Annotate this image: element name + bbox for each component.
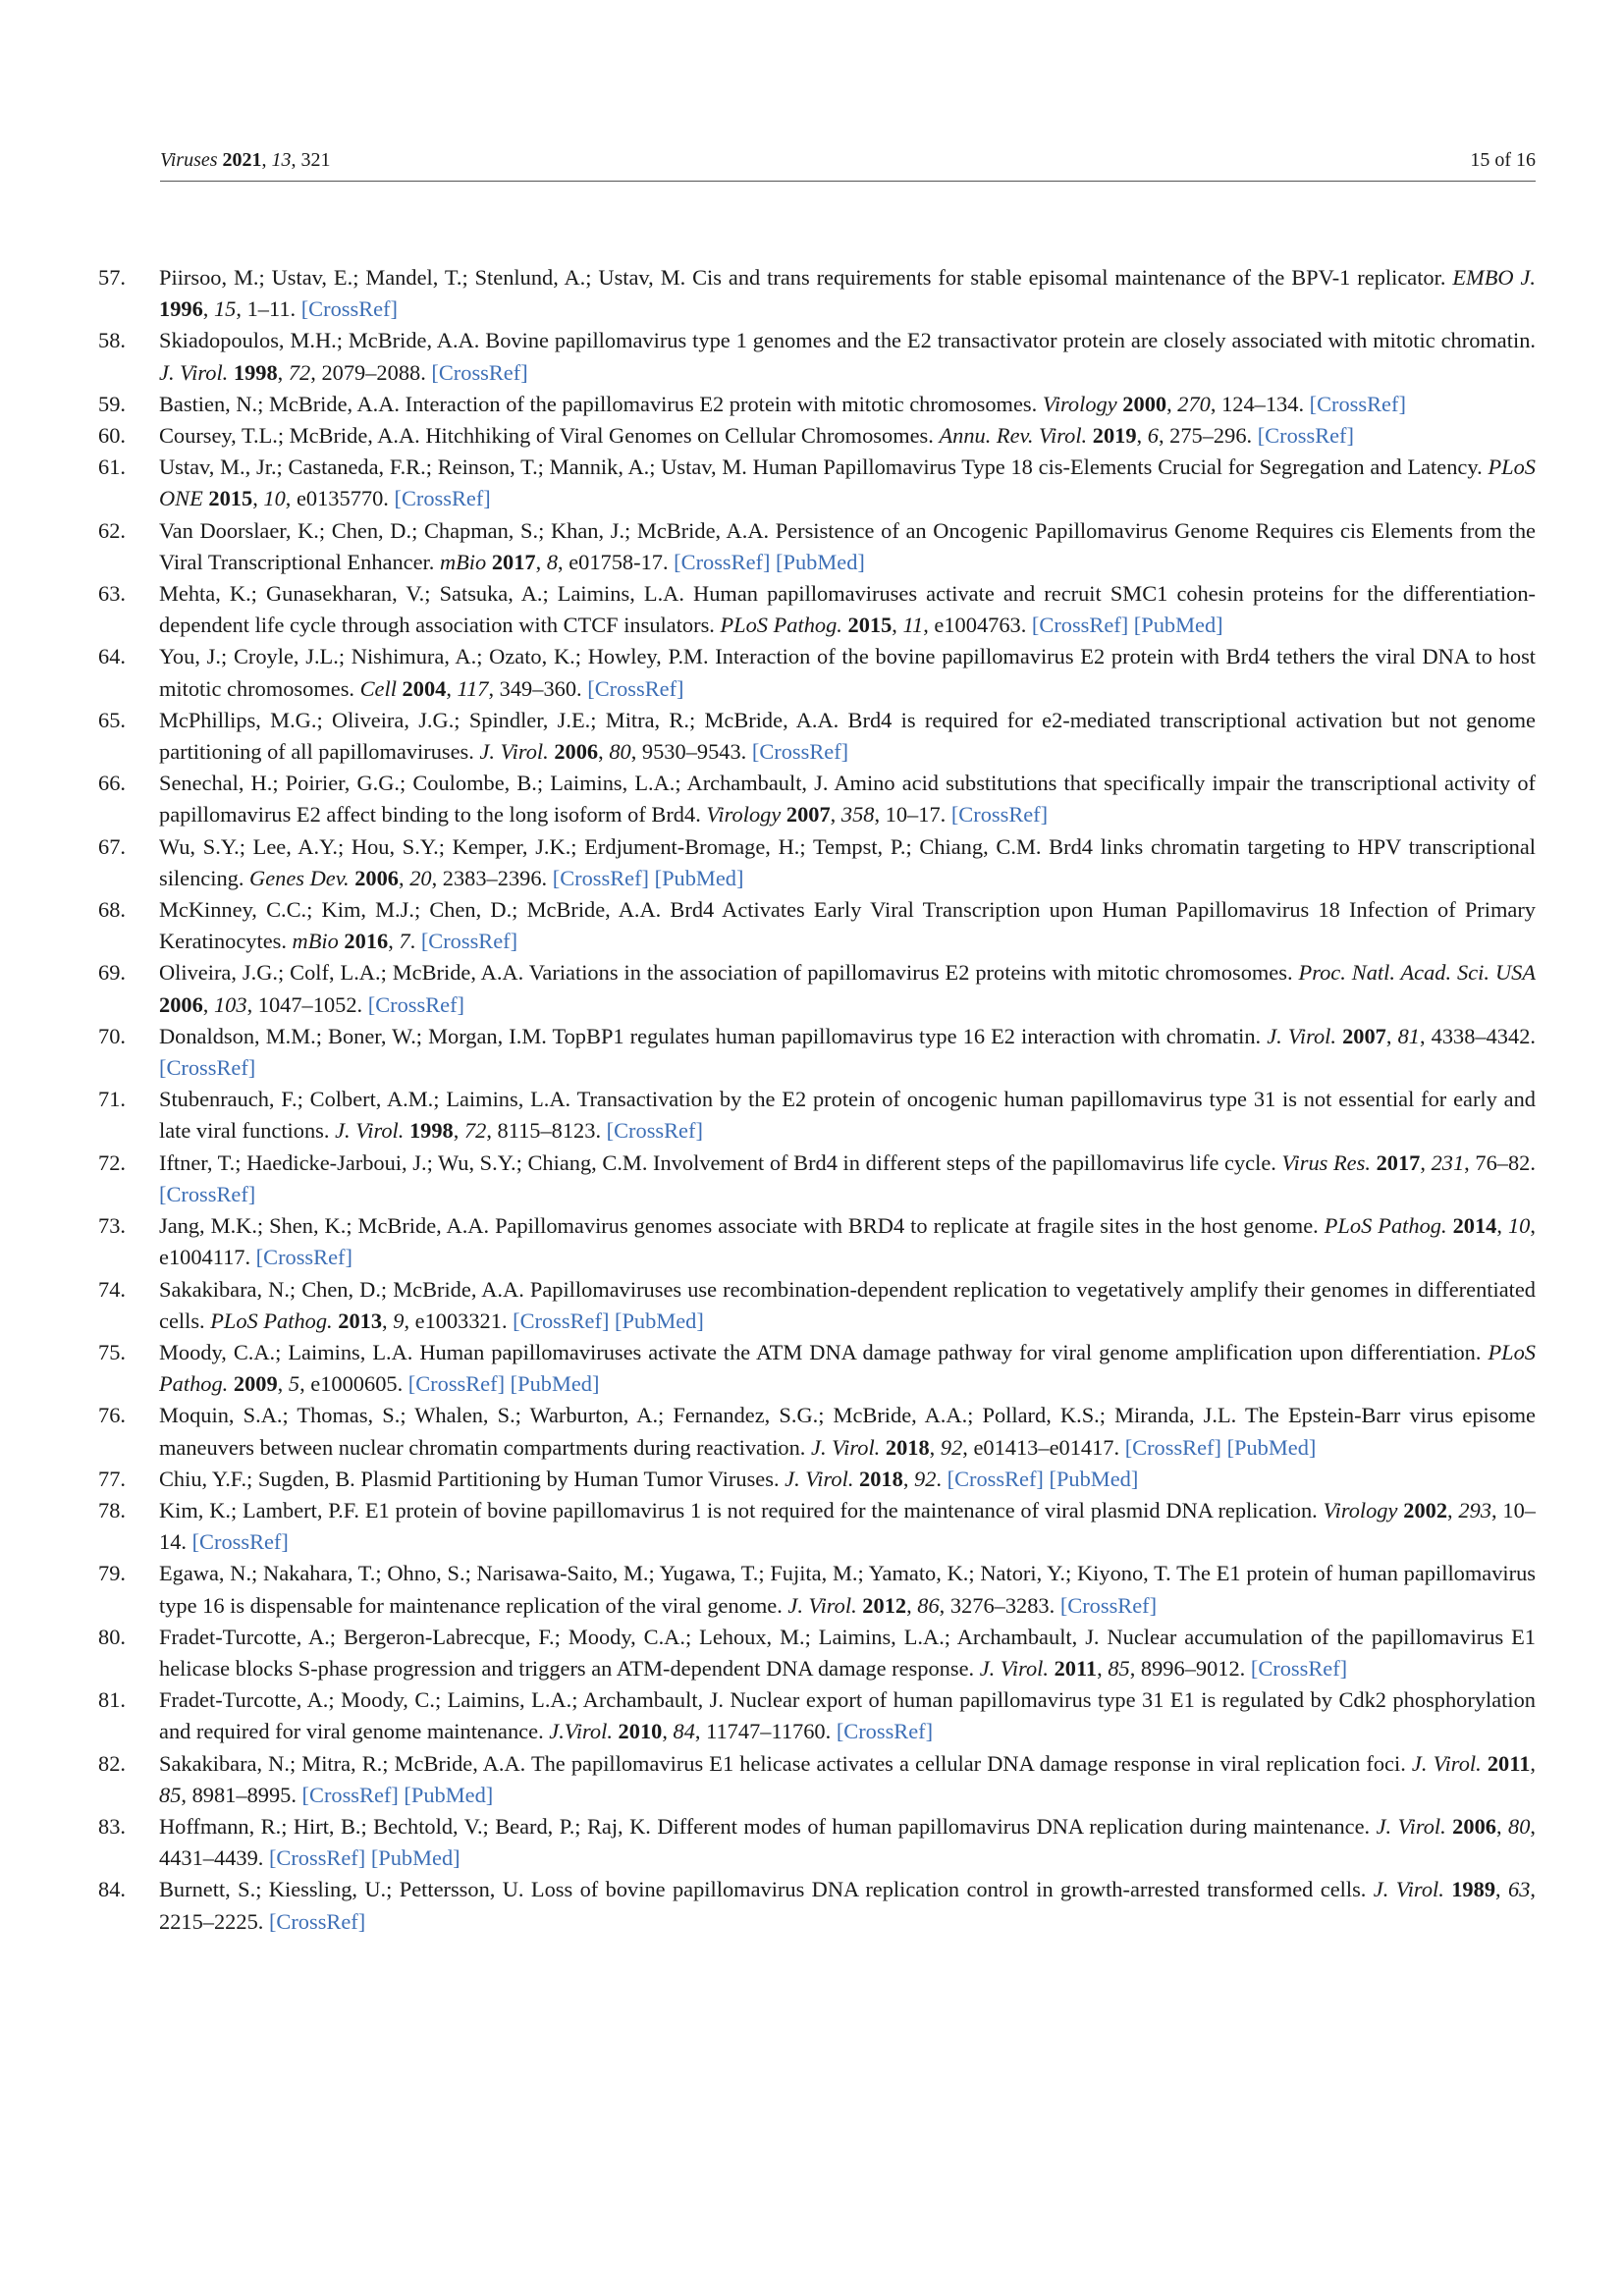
reference-text: , 10–17. [874,802,951,828]
pubmed-link[interactable]: [PubMed] [615,1308,704,1333]
crossref-link[interactable]: [CrossRef] [587,675,684,701]
reference-item [98,1084,1536,1147]
reference-number: 79. [98,1561,126,1586]
reference-number: 75. [98,1339,126,1364]
reference-text: , [1447,1497,1459,1522]
reference-text: , 349–360. [488,675,588,701]
reference-item [98,389,1536,420]
crossref-link[interactable]: [CrossRef] [255,1245,352,1270]
reference-year: 2018 [859,1466,903,1491]
reference-text: , 76–82. [1464,1149,1536,1175]
crossref-link[interactable]: [CrossRef] [367,991,464,1017]
reference-text: McPhillips, M.G.; Oliveira, J.G.; Spindler, J.E.; Mitra, R.; McBride, A.A. Brd4 is required for e2-mediated transcriptional activation but not genome partitioning of all papillomaviruses. [159,707,1536,765]
reference-year: 2006 [159,991,203,1017]
reference-item [98,1748,1536,1811]
reference-item [98,1464,1536,1495]
reference-text: , [453,1118,464,1144]
journal-name: Viruses [160,149,218,171]
reference-text: , 4338–4342. [1419,1023,1536,1048]
crossref-link[interactable]: [CrossRef] [1257,423,1354,449]
reference-text: , [1530,1750,1536,1776]
reference-item [98,1495,1536,1558]
reference-journal: mBio [439,549,487,574]
reference-item [98,894,1536,957]
crossref-link[interactable]: [CrossRef] [420,929,518,954]
reference-item [98,1148,1536,1210]
reference-journal: 231 [1431,1149,1465,1175]
crossref-link[interactable]: [CrossRef] [159,1055,256,1081]
reference-year: 2015 [847,613,893,638]
reference-journal: PLoS ONE [159,454,1536,511]
pubmed-link[interactable]: [PubMed] [654,865,744,890]
reference-year: 2019 [1092,423,1137,449]
reference-text: , 3276–3283. [939,1592,1060,1618]
reference-number: 81. [98,1687,126,1713]
reference-year: 2000 [1122,391,1167,416]
reference-text: , 4431–4439. [159,1813,1536,1871]
reference-journal: 9 [393,1308,405,1333]
reference-year: 2017 [491,549,536,574]
reference-text: , 2215–2225. [159,1877,1536,1934]
reference-text: , [830,802,841,828]
reference-year: 2012 [862,1592,907,1618]
reference-year: 1998 [233,359,278,385]
reference-item [98,831,1536,894]
pubmed-link[interactable]: [PubMed] [370,1845,460,1871]
reference-text: , [202,991,214,1017]
pubmed-link[interactable]: [PubMed] [776,549,865,574]
reference-text: Hoffmann, R.; Hirt, B.; Bechtold, V.; Beard, P.; Raj, K. Different modes of human papillomavirus DNA replication during maintenance. [159,1813,1377,1839]
reference-journal: 72 [288,359,311,385]
reference-text: , 1–11. [236,296,301,322]
reference-text: , [398,865,410,890]
reference-text: Ustav, M., Jr.; Castaneda, F.R.; Reinson, T.; Mannik, A.; Ustav, M. Human Papillomavirus Type 18 cis-Elements Crucial for Segregation and Latency. [159,454,1489,480]
reference-journal: 358 [840,802,875,828]
reference-text: , [1495,1813,1508,1839]
reference-year: 1989 [1451,1877,1496,1902]
reference-journal: Proc. Natl. Acad. Sci. USA [1298,960,1536,986]
reference-text: , 8981–8995. [181,1782,302,1807]
reference-journal: 85 [1108,1655,1130,1681]
reference-text: , e01758-17. [558,549,675,574]
reference-journal: J. Virol. [159,359,229,385]
reference-item [98,452,1536,514]
crossref-link[interactable]: [CrossRef] [268,1908,366,1934]
reference-text: Burnett, S.; Kiessling, U.; Pettersson, U. Loss of bovine papillomavirus DNA replication control in growth-arrested transformed cells. [159,1877,1374,1902]
reference-text: Iftner, T.; Haedicke-Jarboui, J.; Wu, S.Y.; Chiang, C.M. Involvement of Brd4 in different steps of the papillomavirus life cycle. [159,1149,1282,1175]
reference-number: 62. [98,517,126,543]
reference-item [98,578,1536,641]
pubmed-link[interactable]: [PubMed] [1049,1466,1139,1491]
reference-year: 2007 [1342,1023,1386,1048]
reference-text: , 8115–8123. [486,1118,607,1144]
reference-journal: 270 [1177,391,1211,416]
reference-text: , [892,613,903,638]
reference-text: Egawa, N.; Nakahara, T.; Ohno, S.; Narisawa-Saito, M.; Yugawa, T.; Fujita, M.; Yamato, K.; Natori, Y.; Kiyono, T. The E1 protein of human papillomavirus type 16 is dispensable for maintenance replication of the viral genome. [159,1561,1536,1618]
crossref-link[interactable]: [CrossRef] [1059,1592,1158,1618]
crossref-link[interactable]: [CrossRef] [191,1529,289,1555]
reference-number: 69. [98,960,126,986]
reference-text: . [409,929,421,954]
crossref-link[interactable]: [CrossRef] [751,739,849,765]
reference-year: 2014 [1452,1213,1497,1239]
reference-year: 2017 [1376,1149,1421,1175]
reference-item [98,1021,1536,1084]
reference-item [98,1210,1536,1273]
reference-text: , [1495,1877,1508,1902]
crossref-link[interactable]: [CrossRef] [1250,1655,1348,1681]
reference-text: , [252,486,264,511]
reference-text: Kim, K.; Lambert, P.F. E1 protein of bovine papillomavirus 1 is not required for the maintenance of viral plasmid DNA replication. [159,1497,1324,1522]
reference-year: 2006 [554,739,599,765]
reference-journal: J. Virol. [811,1434,881,1460]
reference-item [98,325,1536,388]
reference-number: 80. [98,1624,126,1649]
reference-number: 73. [98,1213,126,1239]
reference-item [98,1684,1536,1747]
reference-text: Coursey, T.L.; McBride, A.A. Hitchhiking of Viral Genomes on Cellular Chromosomes. [159,423,940,449]
pubmed-link[interactable]: [PubMed] [1226,1434,1317,1460]
crossref-link[interactable]: [CrossRef] [268,1845,366,1871]
reference-journal: 63 [1508,1877,1531,1902]
reference-text: , e1000605. [299,1371,408,1397]
reference-journal: 8 [546,549,559,574]
reference-text: Van Doorslaer, K.; Chen, D.; Chapman, S.; Khan, J.; McBride, A.A. Persistence of an Oncogenic Papillomavirus Genome Requires cis Elements from the Viral Transcriptional Enhancer. [159,517,1536,574]
reference-text: , [277,359,289,385]
reference-year: 2009 [233,1371,278,1397]
reference-text: , [1136,423,1148,449]
crossref-link[interactable]: [CrossRef] [1309,391,1406,416]
reference-text: , [662,1719,674,1744]
reference-number: 68. [98,897,126,923]
reference-item [98,1558,1536,1621]
reference-text: , e1003321. [404,1308,514,1333]
reference-number: 66. [98,771,126,796]
reference-number: 61. [98,454,126,480]
reference-number: 77. [98,1466,126,1491]
reference-number: 70. [98,1023,126,1048]
reference-journal: 293 [1458,1497,1492,1522]
reference-journal: J. Virol. [479,739,549,765]
reference-year: 2011 [1054,1655,1098,1681]
reference-number: 72. [98,1149,126,1175]
reference-number: 67. [98,833,126,859]
reference-text: Sakakibara, N.; Chen, D.; McBride, A.A. Papillomaviruses use recombination-dependent replication to vegetatively amplify their genomes in differentiated cells. [159,1276,1536,1333]
reference-text: , [277,1371,289,1397]
reference-year: 2006 [1452,1813,1496,1839]
running-header [160,145,1536,182]
reference-text: , [929,1434,941,1460]
reference-journal: 80 [609,739,631,765]
reference-text: Skiadopoulos, M.H.; McBride, A.A. Bovine papillomavirus type 1 genomes and the E2 transactivator protein are closely associated with mitotic chromatin. [159,328,1536,353]
reference-text: , e1004763. [923,613,1032,638]
reference-journal: 103 [213,991,247,1017]
reference-year: 2016 [344,929,389,954]
reference-year: 2006 [354,865,399,890]
reference-journal: Virology [706,802,782,828]
reference-text: , [446,675,458,701]
reference-text: Oliveira, J.G.; Colf, L.A.; McBride, A.A. Variations in the association of papillomavirus E2 proteins with mitotic chromosomes. [159,960,1299,986]
reference-number: 58. [98,328,126,353]
reference-text: Jang, M.K.; Shen, K.; McBride, A.A. Papillomavirus genomes associate with BRD4 to replicate at fragile sites in the host genome. [159,1213,1325,1239]
reference-text: , [388,929,400,954]
reference-journal: Virology [1323,1497,1398,1522]
reference-item [98,1274,1536,1337]
reference-journal: 72 [463,1118,487,1144]
reference-journal: 5 [288,1371,300,1397]
crossref-link[interactable]: [CrossRef] [1031,613,1129,638]
crossref-link[interactable]: [CrossRef] [159,1181,256,1206]
crossref-link[interactable]: [CrossRef] [836,1719,934,1744]
reference-text: , [902,1466,915,1491]
reference-item [98,1400,1536,1463]
reference-journal: J. Virol. [1373,1877,1444,1902]
reference-number: 60. [98,423,126,449]
reference-text: , [1166,391,1178,416]
reference-text: You, J.; Croyle, J.L.; Nishimura, A.; Ozato, K.; Howley, P.M. Interaction of the bovine papillomavirus E2 protein with Brd4 tethers the viral DNA to host mitotic chromosomes. [159,644,1536,701]
reference-number: 83. [98,1813,126,1839]
reference-journal: 81 [1397,1023,1420,1048]
reference-item [98,420,1536,452]
reference-year: 2007 [785,802,831,828]
page-number: 15 of 16 [1470,149,1536,171]
reference-text: Fradet-Turcotte, A.; Bergeron-Labrecque, F.; Moody, C.A.; Lehoux, M.; Laimins, L.A.; Archambault, J. Nuclear accumulation of the papillomavirus E1 helicase blocks S-phase progression and triggers an ATM-dependent DNA damage response. [159,1624,1536,1681]
reference-item [98,1337,1536,1400]
crossref-link[interactable]: [CrossRef] [552,865,649,890]
reference-journal: J. Virol. [785,1466,854,1491]
reference-text: , 2383–2396. [431,865,553,890]
reference-text: , 8996–9012. [1129,1655,1251,1681]
journal-volume: 13 [271,149,292,171]
reference-journal: Annu. Rev. Virol. [939,423,1088,449]
reference-number: 74. [98,1276,126,1302]
reference-text: , [1496,1213,1508,1239]
reference-number: 64. [98,644,126,669]
reference-text: Senechal, H.; Poirier, G.G.; Coulombe, B.; Laimins, L.A.; Archambault, J. Amino acid substitutions that specifically impair the transcriptional activity of papillomavirus E2 affect binding to the long isoform of Brd4. [159,771,1536,828]
reference-text: Mehta, K.; Gunasekharan, V.; Satsuka, A.; Laimins, L.A. Human papillomaviruses activate and recruit SMC1 cohesin proteins for the differentiation-dependent life cycle through association with CTCF insulators. [159,581,1536,638]
reference-journal: 86 [917,1592,940,1618]
reference-journal: 80 [1508,1813,1531,1839]
crossref-link[interactable]: [CrossRef] [394,486,491,511]
reference-text: Sakakibara, N.; Mitra, R.; McBride, A.A. The papillomavirus E1 helicase activates a cellular DNA damage response in viral replication foci. [159,1750,1412,1776]
reference-journal: 10 [263,486,286,511]
reference-item [98,515,1536,578]
reference-text: Chiu, Y.F.; Sugden, B. Plasmid Partitioning by Human Tumor Viruses. [159,1466,785,1491]
reference-item [98,262,1536,325]
crossref-link[interactable]: [CrossRef] [950,802,1049,828]
article-number: 321 [300,149,331,171]
reference-number: 65. [98,707,126,732]
reference-text: Donaldson, M.M.; Boner, W.; Morgan, I.M. TopBP1 regulates human papillomavirus type 16 E2 interaction with chromatin. [159,1023,1268,1048]
reference-journal: 11 [902,613,924,638]
reference-text: Fradet-Turcotte, A.; Moody, C.; Laimins, L.A.; Archambault, J. Nuclear export of human papillomavirus type 31 E1 is regulated by Cdk2 phosphorylation and required for viral genome maintenance. [159,1687,1536,1744]
crossref-link[interactable]: [CrossRef] [300,296,398,322]
reference-item [98,768,1536,830]
reference-text: , [598,739,610,765]
reference-text: Piirsoo, M.; Ustav, E.; Mandel, T.; Stenlund, A.; Ustav, M. Cis and trans requirements for stable episomal maintenance of the BPV-1 replicator. [159,265,1453,290]
reference-journal: PLoS Pathog. [1324,1213,1447,1239]
reference-year: 1996 [159,296,203,322]
reference-text: McKinney, C.C.; Kim, M.J.; Chen, D.; McBride, A.A. Brd4 Activates Early Viral Transcription upon Human Papillomavirus 18 Infection of Primary Keratinocytes. [159,897,1536,954]
reference-text: , [202,296,214,322]
reference-item [98,1874,1536,1937]
reference-text: Moquin, S.A.; Thomas, S.; Whalen, S.; Warburton, A.; Fernandez, S.G.; McBride, A.A.; Pollard, K.S.; Miranda, J.L. The Epstein-Barr virus episome maneuvers between nuclear chromatin compartments during reactivation. [159,1403,1536,1460]
reference-year: 2010 [618,1719,663,1744]
reference-text: , e01413–e01417. [962,1434,1125,1460]
reference-journal: 10 [1507,1213,1531,1239]
reference-journal: PLoS Pathog. [720,613,842,638]
crossref-link[interactable]: [CrossRef] [947,1466,1044,1491]
reference-text: , [1420,1149,1432,1175]
reference-text: , [906,1592,918,1618]
reference-journal: mBio [292,929,339,954]
reference-text: , [1385,1023,1398,1048]
reference-number: 84. [98,1877,126,1902]
crossref-link[interactable]: [CrossRef] [407,1371,506,1397]
reference-journal: EMBO J. [1452,265,1536,290]
reference-journal: 84 [673,1719,695,1744]
reference-year: 2004 [402,675,447,701]
reference-journal: Genes Dev. [249,865,350,890]
reference-number: 78. [98,1497,126,1522]
reference-number: 71. [98,1087,126,1112]
reference-journal: Virology [1042,391,1117,416]
reference-item [98,641,1536,704]
reference-text: Wu, S.Y.; Lee, A.Y.; Hou, S.Y.; Kemper, J.K.; Erdjument-Bromage, H.; Tempst, P.; Chiang, C.M. Brd4 links chromatin targeting to HPV transcriptional silencing. [159,833,1536,890]
reference-text: . [936,1466,947,1491]
reference-journal: PLoS Pathog. [159,1339,1536,1397]
reference-item [98,1622,1536,1684]
reference-journal: Cell [359,675,397,701]
reference-year: 2002 [1403,1497,1448,1522]
reference-text: , [382,1308,394,1333]
reference-journal: 117 [457,675,489,701]
crossref-link[interactable]: [CrossRef] [431,359,528,385]
reference-year: 2011 [1487,1750,1531,1776]
reference-journal: J. Virol. [1267,1023,1336,1048]
reference-year: 2013 [338,1308,383,1333]
reference-year: 2018 [885,1434,930,1460]
reference-number: 82. [98,1750,126,1776]
reference-number: 63. [98,581,126,607]
crossref-link[interactable]: [CrossRef] [301,1782,399,1807]
crossref-link[interactable]: [CrossRef] [606,1118,703,1144]
reference-item [98,705,1536,768]
reference-text: , 11747–11760. [694,1719,837,1744]
reference-journal: J. Virol. [335,1118,405,1144]
reference-text: Moody, C.A.; Laimins, L.A. Human papillomaviruses activate the ATM DNA damage pathway for viral genome amplification upon differentiation. [159,1339,1489,1364]
reference-text: Bastien, N.; McBride, A.A. Interaction of the papillomavirus E2 protein with mitotic chromosomes. [159,391,1043,416]
reference-journal: 85 [159,1782,182,1807]
reference-text: , 10–14. [159,1497,1536,1555]
reference-journal: 15 [213,296,237,322]
reference-journal: J. Virol. [1376,1813,1446,1839]
reference-journal: J. Virol. [1411,1750,1482,1776]
reference-year: 2015 [208,486,253,511]
reference-text: , [535,549,547,574]
reference-text: , e1004117. [159,1213,1536,1270]
reference-list [98,262,1536,1938]
reference-year: 1998 [408,1118,454,1144]
reference-journal: J. Virol. [787,1592,857,1618]
reference-text: , 1047–1052. [246,991,368,1017]
reference-item [98,957,1536,1020]
crossref-link[interactable]: [CrossRef] [674,549,771,574]
journal-citation: Viruses 2021, 13, 321 [160,149,331,171]
reference-text: , 9530–9543. [630,739,752,765]
reference-item [98,1811,1536,1874]
pubmed-link[interactable]: [PubMed] [510,1371,600,1397]
reference-journal: Virus Res. [1281,1149,1371,1175]
reference-journal: PLoS Pathog. [210,1308,333,1333]
reference-journal: 92 [914,1466,937,1491]
reference-journal: J. Virol. [979,1655,1049,1681]
reference-journal: 20 [409,865,432,890]
reference-number: 76. [98,1403,126,1428]
crossref-link[interactable]: [CrossRef] [1124,1434,1221,1460]
reference-journal: J.Virol. [549,1719,613,1744]
pubmed-link[interactable]: [PubMed] [1133,613,1223,638]
reference-text: Stubenrauch, F.; Colbert, A.M.; Laimins, L.A. Transactivation by the E2 protein of oncogenic human papillomavirus type 31 is not essential for early and late viral functions. [159,1087,1536,1144]
reference-number: 59. [98,391,126,416]
pubmed-link[interactable]: [PubMed] [404,1782,494,1807]
reference-journal: 7 [399,929,410,954]
journal-year: 2021 [222,149,262,171]
reference-text: , [1097,1655,1109,1681]
reference-text: , 2079–2088. [310,359,432,385]
reference-text: , e0135770. [285,486,395,511]
reference-journal: 92 [940,1434,963,1460]
crossref-link[interactable]: [CrossRef] [513,1308,610,1333]
reference-journal: 6 [1147,423,1159,449]
reference-text: , 124–134. [1210,391,1310,416]
reference-number: 57. [98,265,126,290]
reference-text: , 275–296. [1158,423,1258,449]
